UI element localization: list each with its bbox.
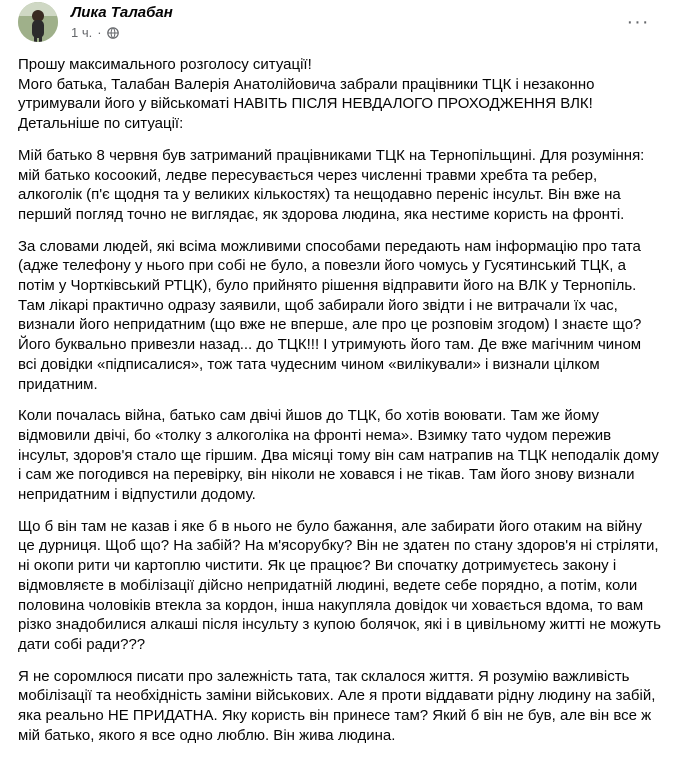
post-paragraph: Мій батько 8 червня був затриманий працівниками ТЦК на Тернопільщині. Для розуміння: мій батько косоокий, ледве пересувається через численні травми хребта та ребер, алкоголік (п'є щодня та у великих кількостях) та нещодавно переніс інсульт. Він вже на перший погляд точно не виглядає, як здорова людина, яка нестиме користь на фронті. [18,146,645,223]
author-name[interactable]: Лика Талабан [71,4,173,21]
more-horizontal-icon: ··· [626,10,650,33]
avatar-photo [18,2,58,42]
post-meta [71,25,119,40]
meta-separator: · [97,25,102,40]
post-paragraph: Прошу максимального розголосу ситуації! Мого батька, Талабан Валерія Анатолійовича забрали працівники ТЦК і незаконно утримували його у військоматі НАВІТЬ ПІСЛЯ НЕВДАЛОГО ПРОХОДЖЕННЯ ВЛК! Детальніше по ситуації: [18,56,595,133]
avatar[interactable] [18,2,58,42]
post-paragraph: Що б він там не казав і яке б в нього не було бажання, але забирати його отаким на війну це дурниця. Щоб що? На забій? На м'ясорубку? Він не здатен по стану здоров'я ні стріляти, ні окопи рити чи картоплю чистити. Як це працює? Ви спочатку дотримуєтесь закону і відмовляєте в мобілізації дійсно непридатній людині, ведете себе порядно, а потім, коли половина чоловіків втекла за кордон, інша накупляла довідок чи ховається вдома, то вам різко знадобилися алкаші після інсульту з купою болячок, які і в цивільному житті не можуть дати собі ради??? [18,517,661,653]
more-options-button[interactable] [622,6,654,38]
post-body [18,55,662,758]
post-paragraph: Я не соромлюся писати про залежність тата, так склалося життя. Я розумію важливість мобілізації та необхідність заміни військових. Але я проти віддавати рідну людину на забій, яка реально НЕ ПРИДАТНА. Яку користь він принесе там? Який б він не був, але він все ж мій батько, якого я все одно люблю. Він жива людина. [18,667,656,744]
post-paragraph: За словами людей, які всіма можливими способами передають нам інформацію про тата (адже телефону у нього при собі не було, а повезли його чомусь у Гусятинський ТЦК, а потім у Чортківський РТЦК), було прийнято рішення відправити його на ВЛК у Тернопіль. Там лікарі практично одразу заявили, щоб забирали його звідти і не витрачали їх час, визнали його непридатним (що вже не вперше, але про це розповім згодом) І знаєте що? Його буквально привезли назад... до ТЦК!!! І утримують його там. Де вже магічним чином всі довідки «підписалися», тож тата чудесним чином «вилікували» і визнали цілком придатним. [18,237,642,393]
post-paragraph: Коли почалась війна, батько сам двічі йшов до ТЦК, бо хотів воювати. Там же йому відмовили двічі, бо «толку з алкоголіка на фронті нема». Взимку тато чудом пережив інсульт, здоров'я стало ще гіршим. Два місяці тому він сам натрапив на ТЦК неподалік дому і сам же погодився на перевірку, він ніколи не ховався і не тікав. Там його знову визнали непридатним і відпустили додому. [18,407,659,504]
globe-icon[interactable] [107,27,119,39]
post-header [18,0,658,44]
post-time[interactable]: 1 ч. [71,25,93,40]
